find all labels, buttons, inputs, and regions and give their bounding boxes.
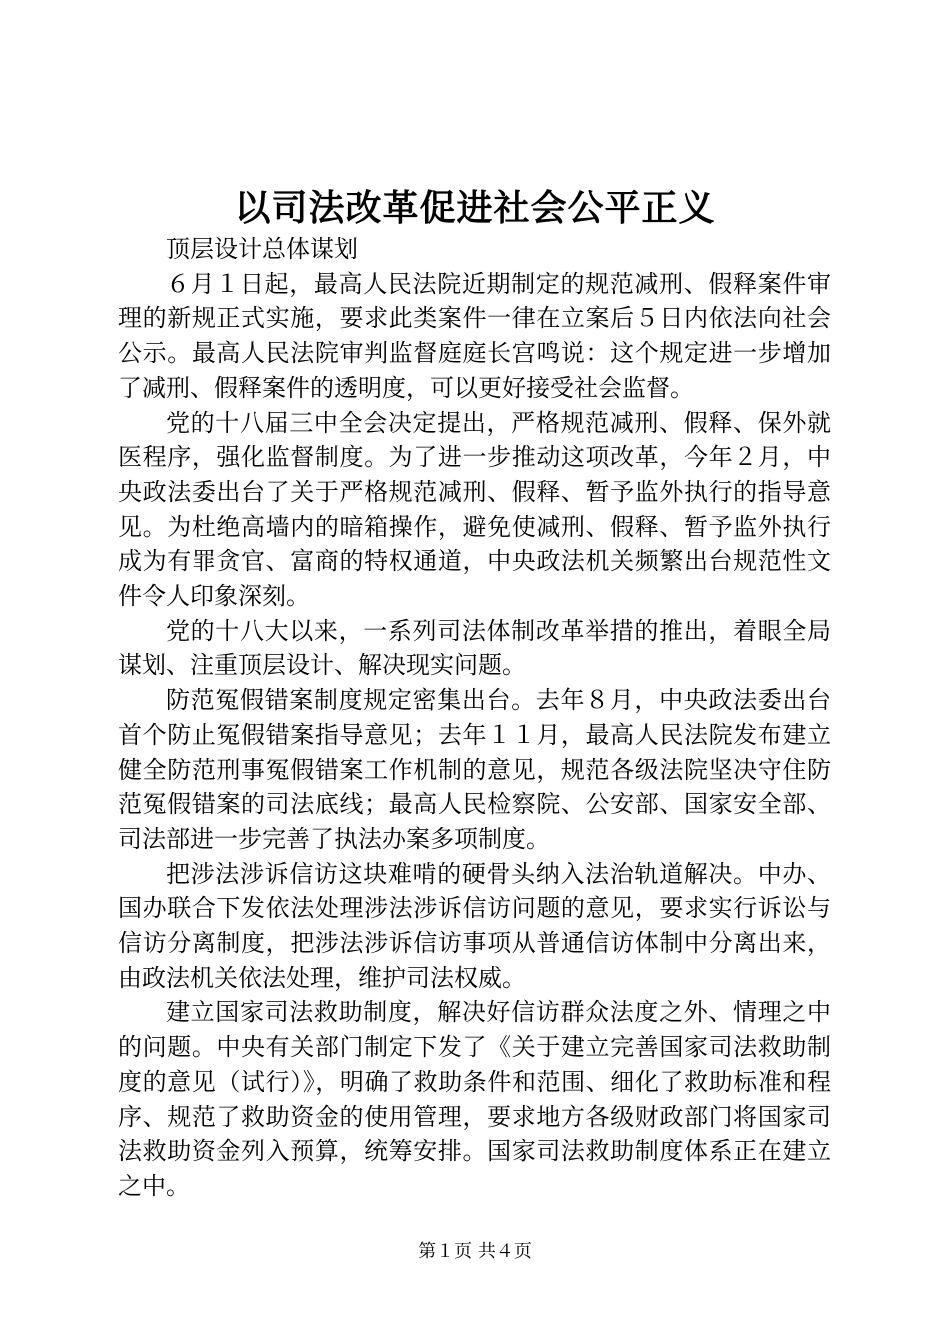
paragraph: 防范冤假错案制度规定密集出台。去年８月，中央政法委出台首个防止冤假错案指导意见；去年１１月，最高人民法院发布建立健全防范刑事冤假错案工作机制的意见，规范各级法院坚决守住防范冤假错案的司法底线；最高人民检察院、公安部、国家安全部、司法部进一步完善了执法办案多项制度。 xyxy=(118,686,831,853)
paragraph: 党的十八大以来，一系列司法体制改革举措的推出，着眼全局谋划、注重顶层设计、解决现实问题。 xyxy=(118,616,831,680)
paragraph-subheading: 顶层设计总体谋划 xyxy=(166,235,358,263)
paragraph: ６月１日起，最高人民法院近期制定的规范减刑、假释案件审理的新规正式实施，要求此类案件一律在立案后５日内依法向社会公示。最高人民法院审判监督庭庭长宫鸣说：这个规定进一步增加了减刑、假释案件的透明度，可以更好接受社会监督。 xyxy=(118,269,831,402)
paragraph: 把涉法涉诉信访这块难啃的硬骨头纳入法治轨道解决。中办、国办联合下发依法处理涉法涉诉信访问题的意见，要求实行诉讼与信访分离制度，把涉法涉诉信访事项从普通信访体制中分离出来，由政法机关依法处理，维护司法权威。 xyxy=(118,859,831,992)
document-body xyxy=(118,232,831,1204)
paragraph: 党的十八届三中全会决定提出，严格规范减刑、假释、保外就医程序，强化监督制度。为了进一步推动这项改革，今年２月，中央政法委出台了关于严格规范减刑、假释、暂予监外执行的指导意见。为杜绝高墙内的暗箱操作，避免使减刑、假释、暂予监外执行成为有罪贪官、富商的特权通道，中央政法机关频繁出台规范性文件令人印象深刻。 xyxy=(118,408,831,611)
document-title: 以司法改革促进社会公平正义 xyxy=(234,187,716,229)
paragraph: 建立国家司法救助制度，解决好信访群众法度之外、情理之中的问题。中央有关部门制定下发了《关于建立完善国家司法救助制度的意见（试行）》，明确了救助条件和范围、细化了救助标准和程序、规范了救助资金的使用管理，要求地方各级财政部门将国家司法救助资金列入预算，统筹安排。国家司法救助制度体系正在建立之中。 xyxy=(118,998,831,1200)
page-footer: 第１页 共４页 xyxy=(418,1241,532,1262)
